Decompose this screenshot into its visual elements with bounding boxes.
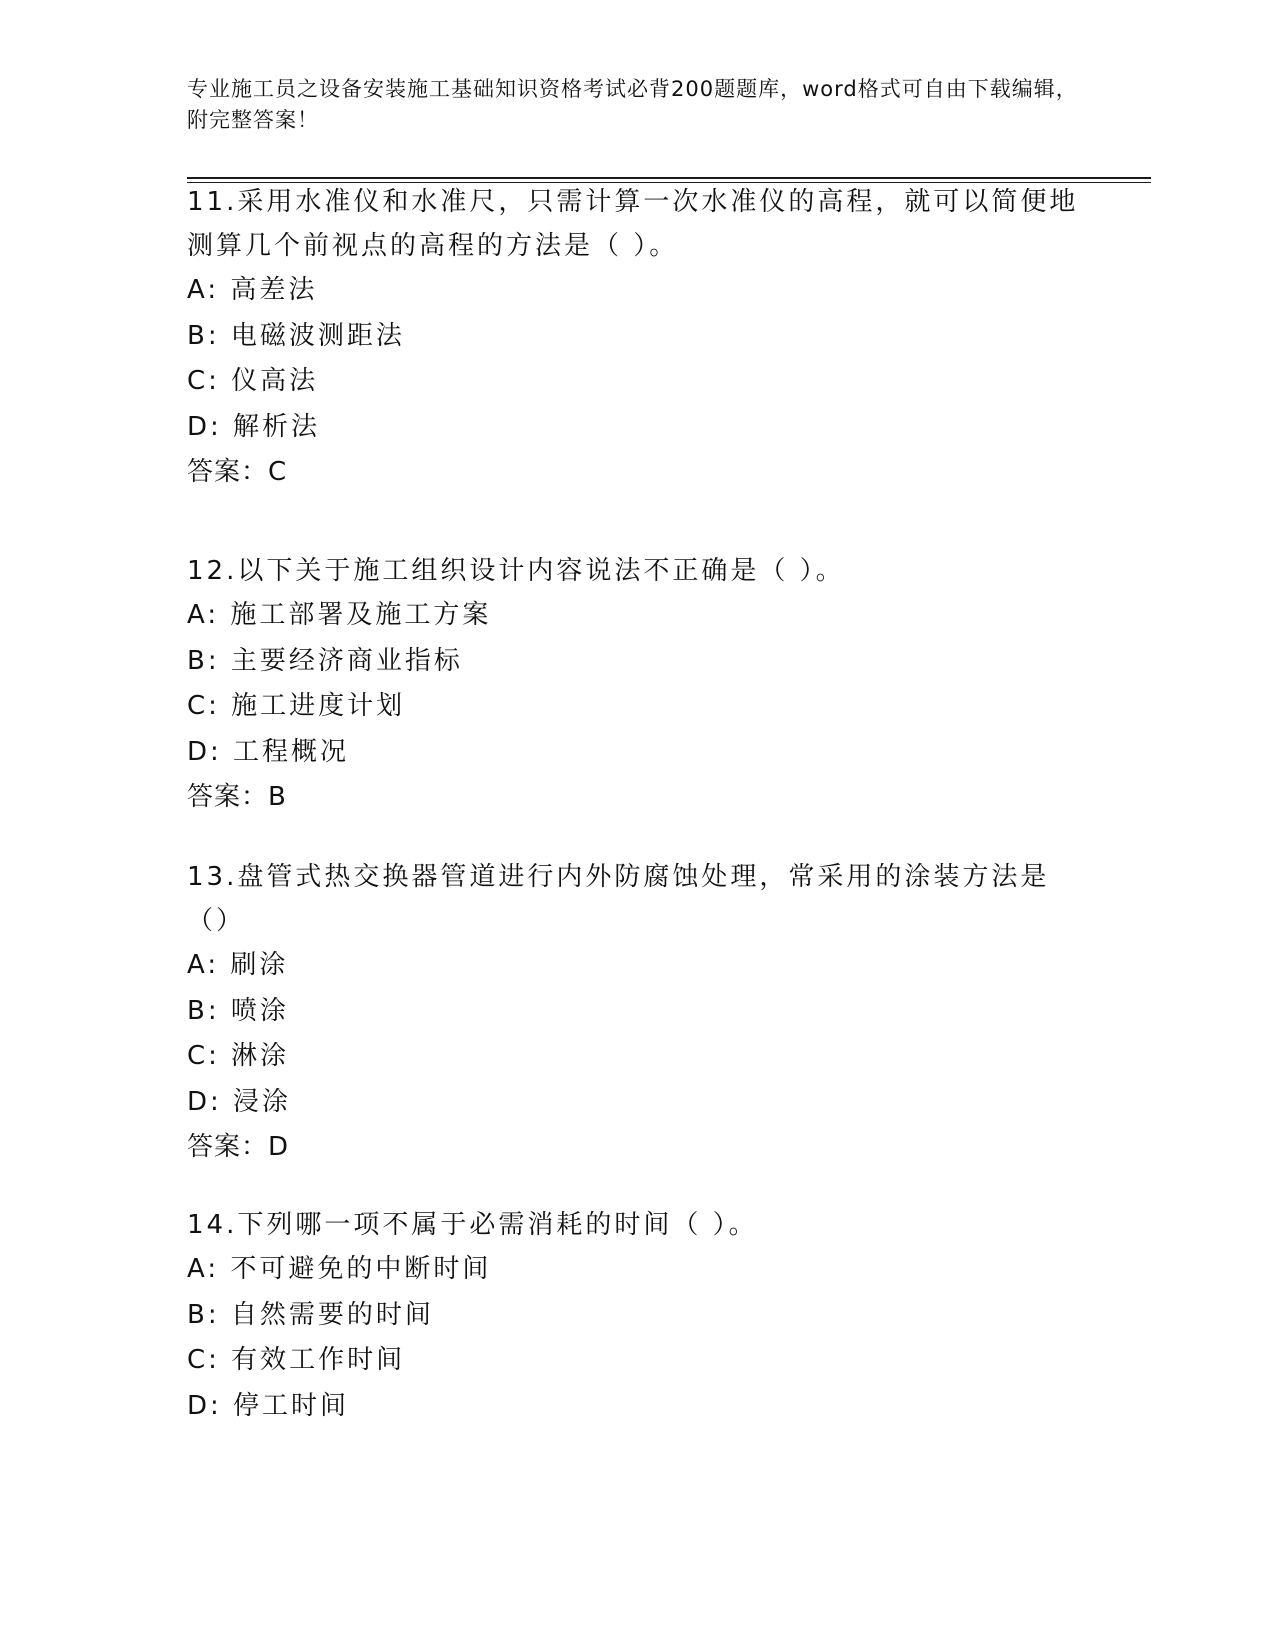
question-stem: 12.以下关于施工组织设计内容说法不正确是（ ）。	[187, 556, 845, 586]
answer-label: 答案：B	[187, 782, 287, 812]
option-d: D: 浸涂	[187, 1086, 292, 1117]
option-c: C: 淋涂	[187, 1041, 290, 1071]
question-stem: 14.下列哪一项不属于必需消耗的时间（ ）。	[187, 1210, 758, 1240]
question-14	[187, 1203, 1087, 1429]
question-11	[187, 180, 1087, 496]
option-d: D: 解析法	[187, 411, 321, 442]
header-divider-thick	[187, 177, 1151, 179]
question-stem: 13.盘管式热交换器管道进行内外防腐蚀处理，常采用的涂装方法是（）	[187, 862, 1050, 936]
option-b: B: 电磁波测距法	[187, 320, 405, 351]
answer-label: 答案：C	[187, 457, 288, 487]
option-b: B: 喷涂	[187, 995, 289, 1026]
option-d: D: 停工时间	[187, 1390, 350, 1421]
answer-label: 答案：D	[187, 1132, 290, 1162]
option-b: B: 主要经济商业指标	[187, 645, 463, 676]
question-13	[187, 855, 1087, 1171]
option-c: C: 仪高法	[187, 366, 319, 396]
option-a: A: 刷涂	[187, 950, 289, 980]
option-c: C: 施工进度计划	[187, 691, 406, 721]
option-a: A: 施工部署及施工方案	[187, 600, 492, 630]
option-a: A: 不可避免的中断时间	[187, 1254, 492, 1284]
question-stem: 11.采用水准仪和水准尺，只需计算一次水准仪的高程，就可以简便地测算几个前视点的高程的方法是（ ）。	[187, 187, 1079, 261]
option-a: A: 高差法	[187, 275, 318, 305]
question-12	[187, 549, 1087, 821]
option-c: C: 有效工作时间	[187, 1345, 406, 1375]
document-header: 专业施工员之设备安装施工基础知识资格考试必背200题题库，word格式可自由下载编辑，附完整答案！	[187, 77, 1078, 132]
option-b: B: 自然需要的时间	[187, 1299, 434, 1330]
option-d: D: 工程概况	[187, 736, 350, 767]
